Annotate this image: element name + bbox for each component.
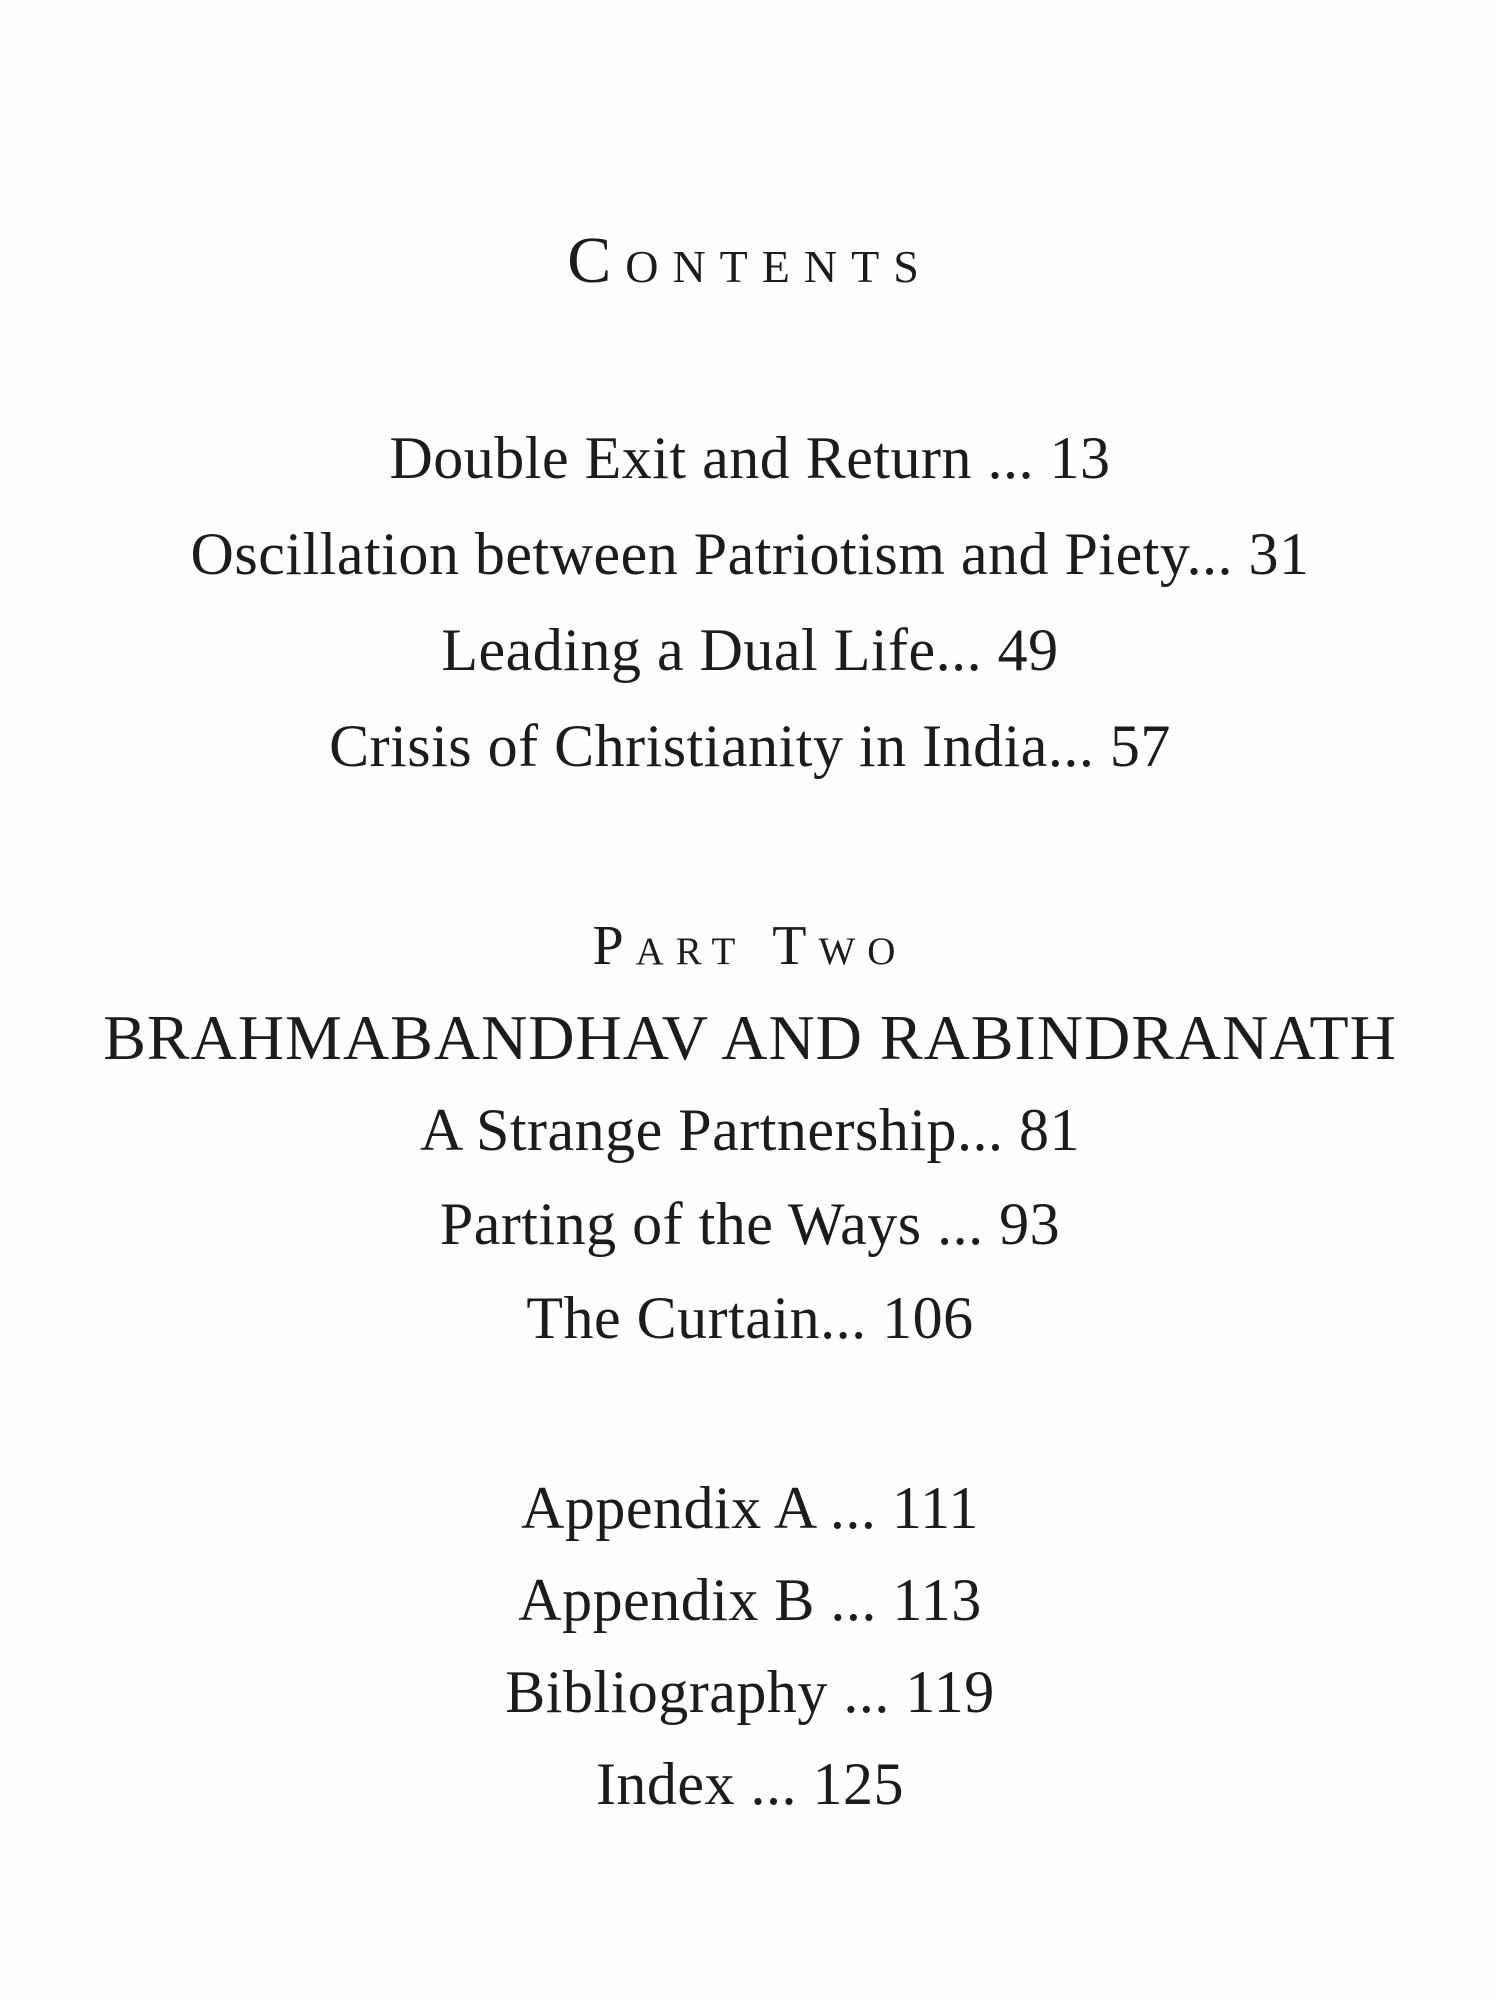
- page-title: Contents: [567, 224, 933, 297]
- toc-entry: The Curtain... 106: [526, 1285, 974, 1351]
- toc-entry: Double Exit and Return ... 13: [389, 425, 1111, 491]
- toc-entry: Oscillation between Patriotism and Piety... 31: [190, 521, 1310, 587]
- part-label: Part Two: [592, 915, 908, 977]
- toc-entry: Appendix B ... 113: [518, 1567, 982, 1633]
- toc-entry: Leading a Dual Life... 49: [441, 617, 1059, 683]
- toc-entry: A Strange Partnership... 81: [419, 1097, 1081, 1163]
- toc-entry: Bibliography ... 119: [505, 1659, 995, 1725]
- part-title: BRAHMABANDHAV AND RABINDRANATH: [103, 1002, 1397, 1073]
- toc-entry: Appendix A ... 111: [521, 1475, 979, 1541]
- toc-entry: Crisis of Christianity in India... 57: [329, 713, 1171, 779]
- toc-entry: Parting of the Ways ... 93: [439, 1191, 1061, 1257]
- toc-entry: Index ... 125: [595, 1751, 905, 1817]
